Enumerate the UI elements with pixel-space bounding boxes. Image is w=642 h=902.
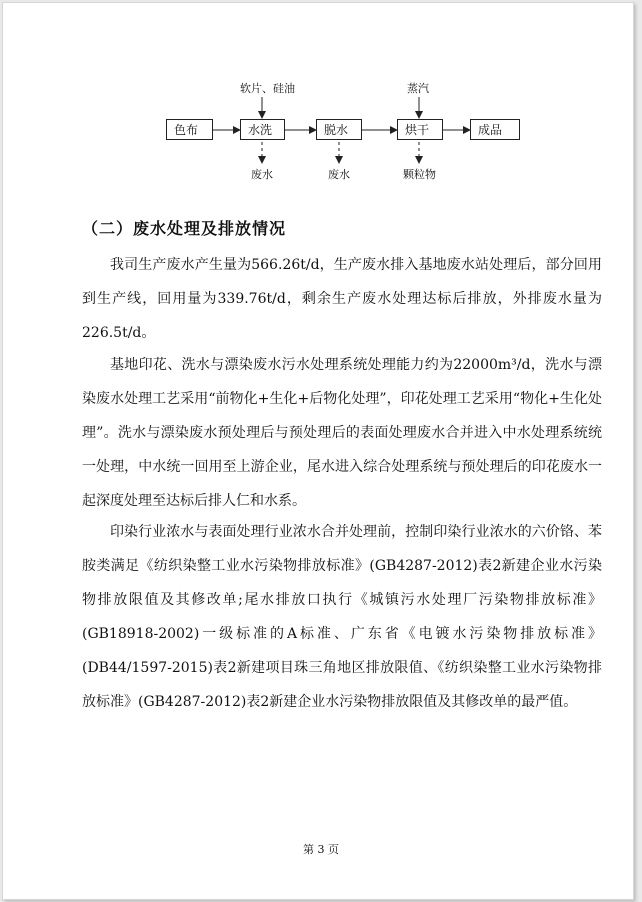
page-number: 第 3 页 [303,843,339,856]
paragraph-treatment-system [82,348,602,518]
step-finished-product: 成品 [470,119,520,140]
output-dewater-waste-label: 废水 [328,168,350,181]
paragraph-text: 印染行业浓水与表面处理行业浓水合并处理前，控制印染行业浓水的六价铬、苯胺类满足《纺织染整工业水污染物排放标准》(GB4287-2012)表2新建企业水污染物排放限值及其修改单;尾水排放口执行《城镇污水处理厂污染物排放标准》(GB18918-2002)一级标准的A标准、广东省《电镀水污染物排放标准》(DB44/1597-2015)表2新建项目珠三角地区排放限值、《纺织染整工业水污染物排放标准》(GB4287-2012)表2新建企业水污染物排放限值及其修改单的最严值。 [82,524,602,710]
output-dry-waste-label: 颗粒物 [403,168,436,181]
process-flowchart [0,0,642,200]
input-softener-label: 软片、硅油 [240,82,295,95]
section-heading: （二）废水处理及排放情况 [82,219,287,238]
paragraph-text: 我司生产废水产生量为566.26t/d，生产废水排入基地废水站处理后，部分回用到生产线，回用量为339.76t/d，剩余生产废水处理达标后排放，外排废水量为226.5t/d。 [82,257,602,341]
input-steam-label: 蒸汽 [407,82,429,95]
step-dyed-cloth: 色布 [166,119,213,140]
step-drying: 烘干 [397,119,443,140]
paragraph-discharge-standards [82,515,602,719]
step-washing: 水洗 [240,119,285,140]
paragraph-text: 基地印花、洗水与漂染废水污水处理系统处理能力约为22000m³/d，洗水与漂染废水处理工艺采用“前物化+生化+后物化处理”，印花处理工艺采用“物化+生化处理”。洗水与漂染废水预处理后与预处理后的表面处理废水合并进入中水处理系统统一处理，中水统一回用至上游企业，尾水进入综合处理系统与预处理后的印花废水一起深度处理至达标后排人仁和水系。 [82,357,602,509]
output-wash-waste-label: 废水 [251,168,273,181]
flowchart-arrows [0,0,642,200]
paragraph-wastewater-volume [82,248,602,350]
step-dewatering: 脱水 [316,119,362,140]
